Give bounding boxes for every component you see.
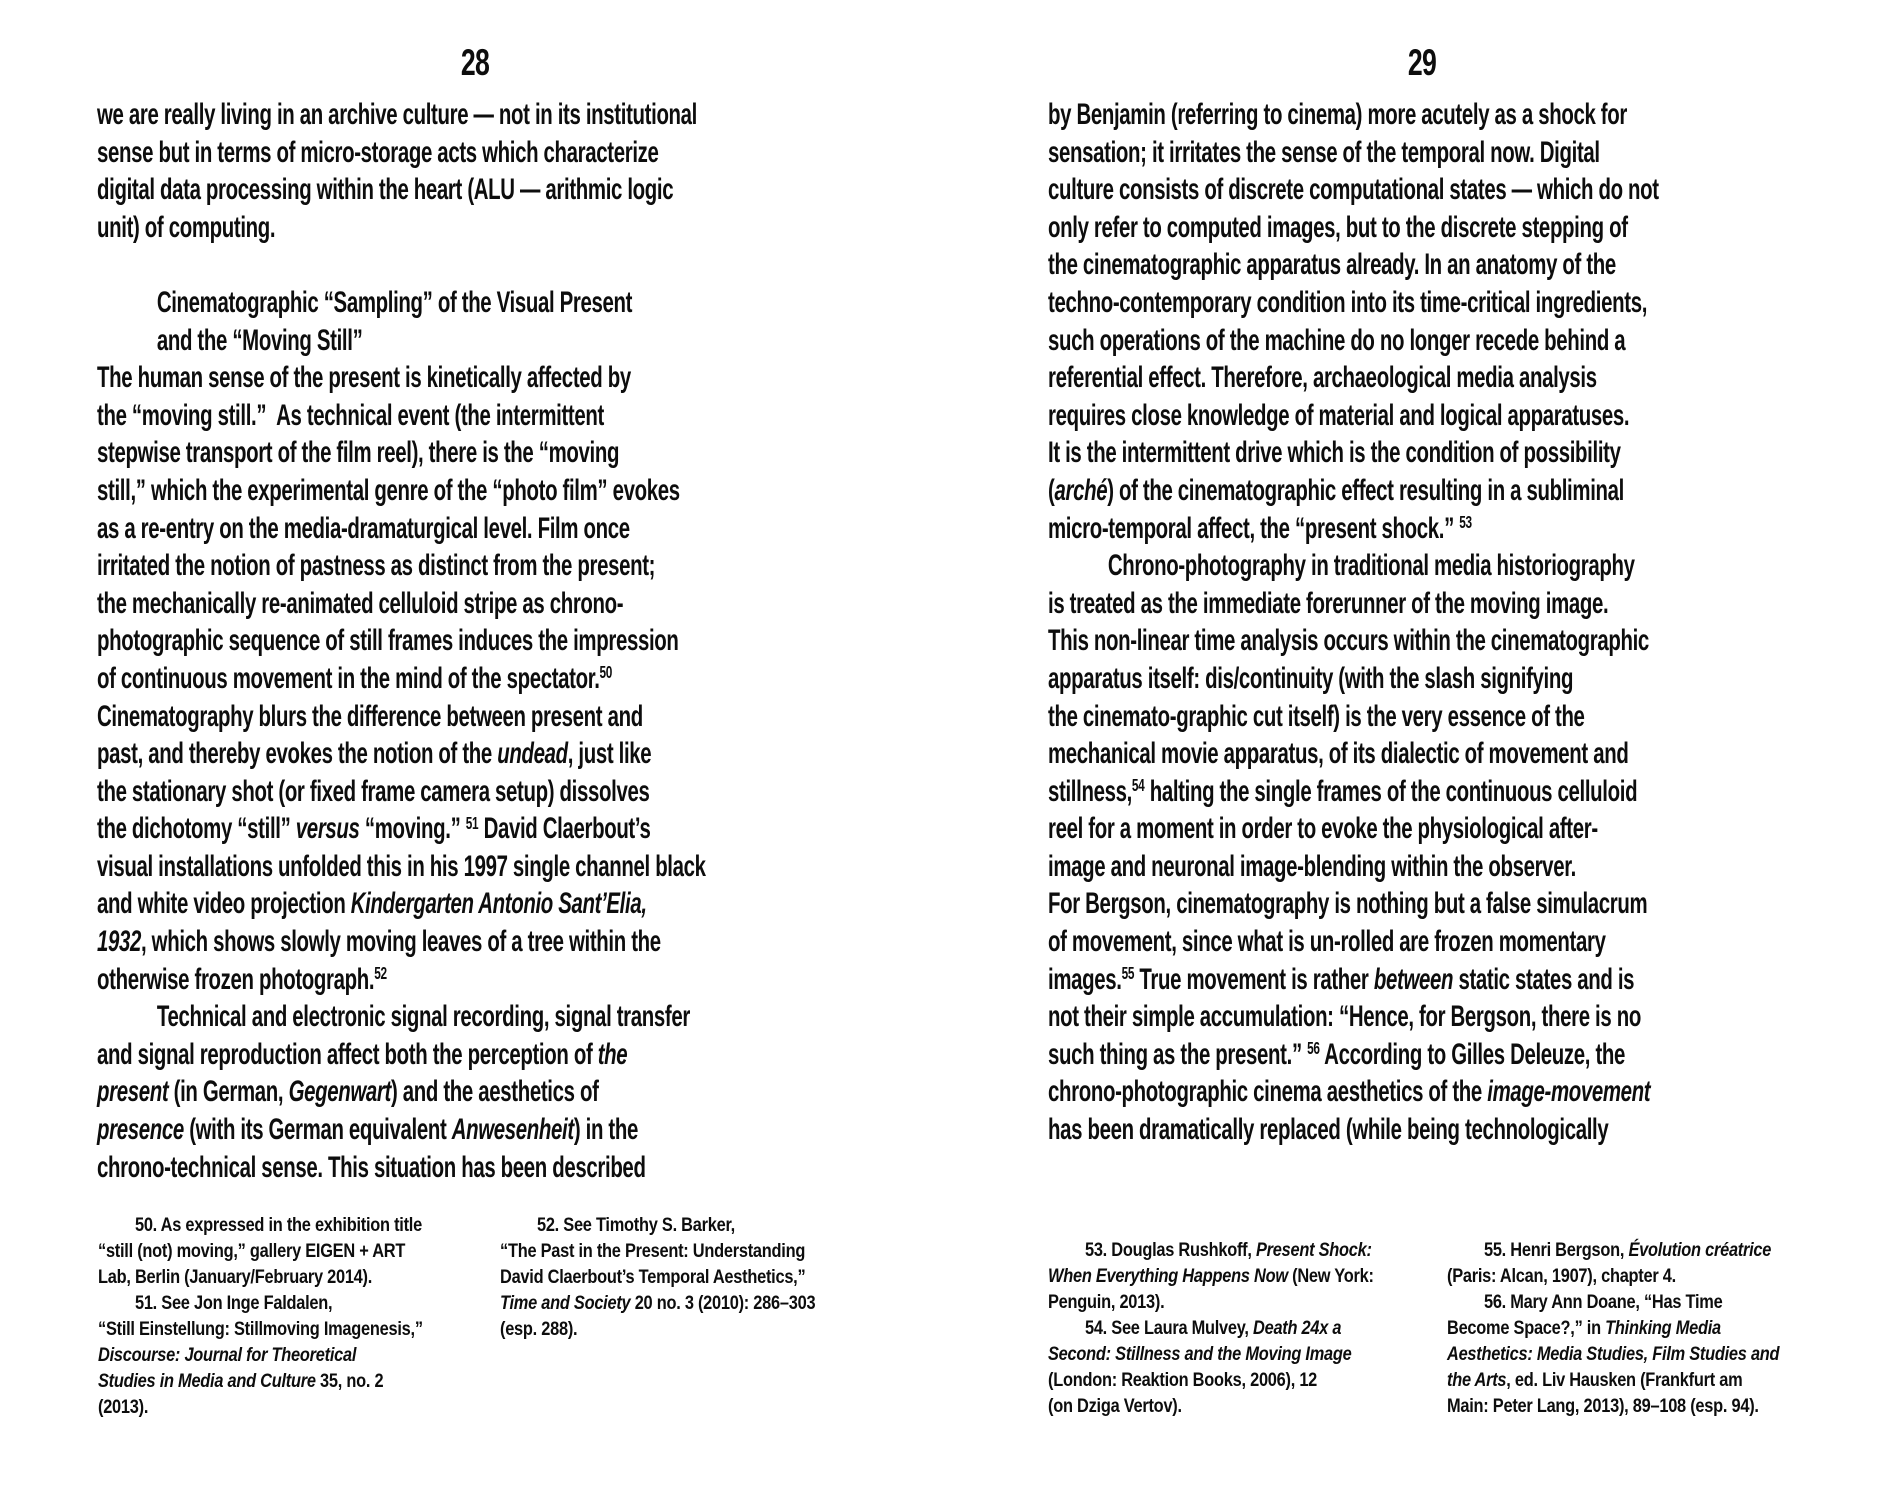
- text-line: [97, 622, 679, 660]
- text-line: [1048, 1111, 1609, 1149]
- text-line: [97, 134, 659, 172]
- footnote-marker: 55: [1121, 963, 1135, 984]
- text-line: [1048, 246, 1616, 284]
- text-segment: 55. Henri Bergson,: [1483, 1239, 1629, 1261]
- text-line: [97, 773, 655, 811]
- text-line: [98, 1368, 451, 1394]
- text-segment: 51. See Jon Inge Faldalen,: [134, 1292, 333, 1314]
- text-line: [97, 735, 655, 773]
- text-line: [1048, 923, 1606, 961]
- text-line: [98, 1342, 451, 1368]
- text-line: [1048, 1367, 1401, 1393]
- text-segment: This non-linear time analysis occurs within the cinematographic: [1048, 624, 1649, 658]
- italic-text: Anwesenheit: [451, 1113, 574, 1147]
- text-segment: (Paris: Alcan, 1907), chapter 4.: [1447, 1265, 1676, 1287]
- italic-text: Death 24x a: [1253, 1317, 1342, 1339]
- text-line: [98, 1238, 451, 1264]
- footnote-marker: 56: [1307, 1038, 1320, 1059]
- text-segment: static states and is: [1453, 962, 1635, 996]
- text-line: [97, 1149, 655, 1187]
- text-segment: David Claerbout’s: [478, 812, 651, 846]
- text-segment: The human sense of the present is kinetically affected by: [97, 361, 631, 395]
- text-line: [1447, 1289, 1800, 1315]
- text-segment: such operations of the machine do no longer recede behind a: [1048, 323, 1626, 357]
- text-segment: For Bergson, cinematography is nothing but a false simulacrum: [1048, 887, 1648, 921]
- text-line: [97, 810, 655, 848]
- text-segment: (on Dziga Vertov).: [1048, 1395, 1182, 1417]
- text-line: [98, 1264, 451, 1290]
- text-line: [98, 1316, 451, 1342]
- text-segment: and white video projection: [97, 887, 351, 921]
- right-page-footnote-column-1: [1048, 1237, 1468, 1419]
- text-line: [97, 998, 690, 1036]
- text-segment: , which shows slowly moving leaves of a tree within the: [141, 925, 661, 959]
- text-segment: 53. Douglas Rushkoff,: [1084, 1239, 1256, 1261]
- text-segment: halting the single frames of the continuous celluloid: [1144, 774, 1638, 808]
- text-line: [1048, 397, 1630, 435]
- text-segment: Cinematography blurs the difference between present and: [97, 699, 643, 733]
- text-line: [97, 660, 655, 698]
- text-segment: otherwise frozen photograph.: [97, 962, 375, 996]
- text-line: [1048, 510, 1606, 548]
- text-segment: (: [1048, 473, 1055, 507]
- text-segment: culture consists of discrete computational states — which do not: [1048, 173, 1659, 207]
- text-line: [98, 1212, 451, 1238]
- text-segment: the cinematographic apparatus already. In an anatomy of the: [1048, 248, 1616, 282]
- text-line: [1048, 96, 1627, 134]
- footnote-marker: 50: [599, 662, 613, 683]
- text-line: [1048, 1341, 1401, 1367]
- text-line: [1048, 735, 1629, 773]
- text-segment: we are really living in an archive culture — not in its institutional: [97, 98, 698, 131]
- text-line: [1048, 322, 1626, 360]
- text-segment: techno-contemporary condition into its time-critical ingredients,: [1048, 285, 1648, 319]
- text-segment: (with its German equivalent: [183, 1113, 452, 1147]
- text-segment: stepwise transport of the film reel), there is the “moving: [97, 436, 620, 470]
- text-segment: chrono-photographic cinema aesthetics of the: [1048, 1075, 1488, 1109]
- text-segment: David Claerbout’s Temporal Aesthetics,”: [500, 1266, 806, 1288]
- text-segment: “moving.”: [359, 812, 466, 846]
- text-line: [1048, 1237, 1401, 1263]
- text-line: [1048, 1315, 1401, 1341]
- italic-text: versus: [295, 812, 360, 846]
- text-line: [1447, 1341, 1800, 1367]
- text-line: [1048, 773, 1638, 811]
- text-line: [1048, 134, 1606, 172]
- text-segment: of continuous movement in the mind of the spectator.: [97, 661, 600, 695]
- italic-text: arché: [1054, 473, 1108, 507]
- text-segment: only refer to computed images, but to the discrete stepping of: [1048, 210, 1628, 244]
- text-segment: photographic sequence of still frames induces the impression: [97, 624, 679, 658]
- text-segment: , ed. Liv Hausken (Frankfurt am: [1506, 1369, 1743, 1391]
- italic-text: Évolution créatrice: [1628, 1239, 1772, 1261]
- italic-text: 1932: [97, 925, 142, 959]
- text-line: [97, 322, 655, 360]
- text-segment: requires close knowledge of material and logical apparatuses.: [1048, 398, 1630, 432]
- italic-text: Present Shock:: [1255, 1239, 1372, 1261]
- text-line: [97, 397, 655, 435]
- text-segment: irritated the notion of pastness as distinct from the present;: [97, 549, 656, 583]
- text-segment: Technical and electronic signal recording, signal transfer: [156, 1000, 690, 1034]
- text-segment: ) and the aesthetics of: [390, 1075, 599, 1109]
- text-line: [97, 96, 698, 134]
- italic-text: Kindergarten Antonio Sant’Elia,: [350, 887, 647, 921]
- page-number-left: 28: [460, 42, 490, 83]
- text-segment: 54. See Laura Mulvey,: [1084, 1317, 1254, 1339]
- text-segment: (2013).: [98, 1396, 149, 1418]
- text-line: [500, 1316, 853, 1342]
- text-line: [98, 1290, 451, 1316]
- text-segment: Lab, Berlin (January/February 2014).: [98, 1266, 373, 1288]
- text-segment: stillness,: [1048, 774, 1132, 808]
- text-line: [97, 510, 655, 548]
- footnote-marker: 51: [465, 812, 479, 833]
- text-segment: Penguin, 2013).: [1048, 1291, 1165, 1313]
- text-segment: “Still Einstellung: Stillmoving Imagenesis,”: [98, 1318, 423, 1340]
- text-segment: images.: [1048, 962, 1122, 996]
- text-line: [97, 1036, 655, 1074]
- text-segment: the mechanically re-animated celluloid stripe as chrono-: [97, 586, 624, 620]
- text-line: [1048, 209, 1628, 247]
- text-line: [97, 472, 680, 510]
- italic-text: the Arts: [1447, 1369, 1507, 1391]
- text-line: [500, 1212, 853, 1238]
- text-line: [1048, 660, 1606, 698]
- text-line: [97, 359, 655, 397]
- text-line: [97, 885, 655, 923]
- text-line: [1048, 1289, 1401, 1315]
- italic-text: Second: Stillness and the Moving Image: [1048, 1343, 1352, 1365]
- text-segment: (London: Reaktion Books, 2006), 12: [1048, 1369, 1318, 1391]
- text-segment: (esp. 288).: [500, 1318, 578, 1340]
- text-segment: unit) of computing.: [97, 210, 276, 244]
- text-segment: ) in the: [573, 1113, 638, 1147]
- text-segment: digital data processing within the heart (ALU — arithmic logic: [97, 173, 674, 207]
- text-segment: True movement is rather: [1134, 962, 1374, 996]
- footnote-marker: 54: [1131, 775, 1145, 796]
- footnote-marker: 52: [374, 963, 387, 984]
- text-segment: and the “Moving Still”: [156, 323, 363, 357]
- italic-text: image-movement: [1487, 1075, 1651, 1109]
- text-line: [1048, 284, 1648, 322]
- text-segment: micro-temporal affect, the “present shock.”: [1048, 511, 1460, 545]
- text-line: [1048, 434, 1621, 472]
- text-segment: sense but in terms of micro-storage acts which characterize: [97, 135, 659, 169]
- text-segment: is treated as the immediate forerunner of the moving image.: [1048, 586, 1609, 620]
- text-line: [500, 1290, 853, 1316]
- text-line: [1048, 1073, 1651, 1111]
- text-segment: of movement, since what is un-rolled are frozen momentary: [1048, 925, 1606, 959]
- text-line: [1048, 848, 1606, 886]
- footnote-marker: 53: [1459, 511, 1472, 532]
- text-line: [1447, 1263, 1800, 1289]
- text-line: [1048, 585, 1609, 623]
- italic-text: Time and Society: [500, 1292, 631, 1314]
- text-segment: Main: Peter Lang, 2013), 89–108 (esp. 94).: [1447, 1395, 1759, 1417]
- italic-text: presence: [97, 1113, 184, 1147]
- text-line: [1447, 1367, 1800, 1393]
- italic-text: Studies in Media and Culture: [98, 1370, 316, 1392]
- text-segment: Chrono-photography in traditional media historiography: [1107, 549, 1635, 583]
- text-line: [500, 1238, 853, 1264]
- text-segment: visual installations unfolded this in his 1997 single channel black: [97, 849, 706, 883]
- text-segment: referential effect. Therefore, archaeological media analysis: [1048, 361, 1597, 395]
- text-line: [1048, 622, 1649, 660]
- text-segment: by Benjamin (referring to cinema) more acutely as a shock for: [1048, 98, 1627, 131]
- text-line: [97, 1111, 655, 1149]
- text-line: [97, 209, 655, 247]
- text-segment: It is the intermittent drive which is the condition of possibility: [1048, 436, 1621, 470]
- text-line: [1048, 810, 1606, 848]
- right-page-body-text: [1048, 96, 1868, 1149]
- text-line: [1447, 1393, 1800, 1419]
- text-segment: sensation; it irritates the sense of the temporal now. Digital: [1048, 135, 1600, 169]
- text-line: [97, 434, 655, 472]
- italic-text: When Everything Happens Now: [1048, 1265, 1288, 1287]
- text-segment: Become Space?,” in: [1447, 1317, 1606, 1339]
- text-segment: the stationary shot (or fixed frame camera setup) dissolves: [97, 774, 650, 808]
- italic-text: Gegenwart: [288, 1075, 391, 1109]
- text-segment: chrono-technical sense. This situation has been described: [97, 1150, 646, 1184]
- text-segment: and signal reproduction affect both the perception of: [97, 1037, 598, 1071]
- text-line: [1048, 1393, 1401, 1419]
- text-segment: (in German,: [168, 1075, 289, 1109]
- italic-text: Discourse: Journal for Theoretical: [98, 1344, 357, 1366]
- text-segment: the “moving still.” As technical event (the intermittent: [97, 398, 604, 432]
- text-segment: mechanical movie apparatus, of its dialectic of movement and: [1048, 737, 1629, 771]
- right-page-footnote-column-2: [1447, 1237, 1867, 1419]
- text-segment: the cinemato-graphic cut itself) is the very essence of the: [1048, 699, 1585, 733]
- text-segment: reel for a moment in order to evoke the physiological after-: [1048, 812, 1598, 846]
- text-segment: the dichotomy “still”: [97, 812, 296, 846]
- text-line: [97, 1073, 655, 1111]
- italic-text: undead: [497, 737, 568, 771]
- text-segment: as a re-entry on the media-dramaturgical level. Film once: [97, 511, 630, 545]
- text-line: [97, 585, 655, 623]
- text-line: [1048, 547, 1635, 585]
- text-line: [1048, 885, 1648, 923]
- text-line: [500, 1264, 853, 1290]
- text-line: [97, 961, 655, 999]
- text-line: [1048, 472, 1624, 510]
- left-page-body-text: [97, 96, 917, 1186]
- text-line: [97, 171, 674, 209]
- left-page-footnote-column-1: [98, 1212, 518, 1420]
- text-line: [1447, 1315, 1800, 1341]
- text-line: [1447, 1237, 1800, 1263]
- text-segment: “still (not) moving,” gallery EIGEN + ART: [98, 1240, 406, 1262]
- text-segment: such thing as the present.”: [1048, 1037, 1308, 1071]
- text-line: [1048, 961, 1635, 999]
- text-segment: ) of the cinematographic effect resulting in a subliminal: [1107, 473, 1624, 507]
- text-segment: Cinematographic “Sampling” of the Visual Present: [156, 285, 633, 319]
- text-line: [97, 848, 706, 886]
- text-line: [97, 698, 655, 736]
- text-segment: past, and thereby evokes the notion of the: [97, 737, 498, 771]
- text-segment: image and neuronal image-blending within the observer.: [1048, 849, 1576, 883]
- text-line: [1048, 998, 1641, 1036]
- text-line: [1048, 359, 1606, 397]
- text-line: [1048, 1263, 1401, 1289]
- text-line: [97, 547, 655, 585]
- text-segment: 52. See Timothy S. Barker,: [536, 1214, 735, 1236]
- text-segment: 35, no. 2: [315, 1370, 384, 1392]
- italic-text: Thinking Media: [1605, 1317, 1721, 1339]
- text-segment: 50. As expressed in the exhibition title: [134, 1214, 422, 1236]
- text-segment: According to Gilles Deleuze, the: [1319, 1037, 1626, 1071]
- text-line: [97, 284, 655, 322]
- text-line: [1048, 1036, 1626, 1074]
- text-segment: 20 no. 3 (2010): 286–303: [630, 1292, 816, 1314]
- page-number-right: 29: [1407, 42, 1437, 83]
- text-line: [1048, 698, 1606, 736]
- text-segment: “The Past in the Present: Understanding: [500, 1240, 806, 1262]
- text-segment: apparatus itself: dis/continuity (with the slash signifying: [1048, 661, 1574, 695]
- text-segment: (New York:: [1287, 1265, 1374, 1287]
- text-segment: has been dramatically replaced (while being technologically: [1048, 1113, 1609, 1147]
- left-page-footnote-column-2: [500, 1212, 920, 1342]
- italic-text: between: [1373, 962, 1454, 996]
- text-line: [97, 923, 661, 961]
- text-segment: , just like: [567, 737, 652, 771]
- text-line: [1048, 171, 1659, 209]
- text-segment: still,” which the experimental genre of the “photo film” evokes: [97, 473, 680, 507]
- text-segment: 56. Mary Ann Doane, “Has Time: [1483, 1291, 1723, 1313]
- italic-text: present: [97, 1075, 169, 1109]
- italic-text: Aesthetics: Media Studies, Film Studies and: [1447, 1343, 1780, 1365]
- italic-text: the: [597, 1037, 628, 1071]
- text-segment: not their simple accumulation: “Hence, for Bergson, there is no: [1048, 1000, 1641, 1034]
- text-line: [98, 1394, 451, 1420]
